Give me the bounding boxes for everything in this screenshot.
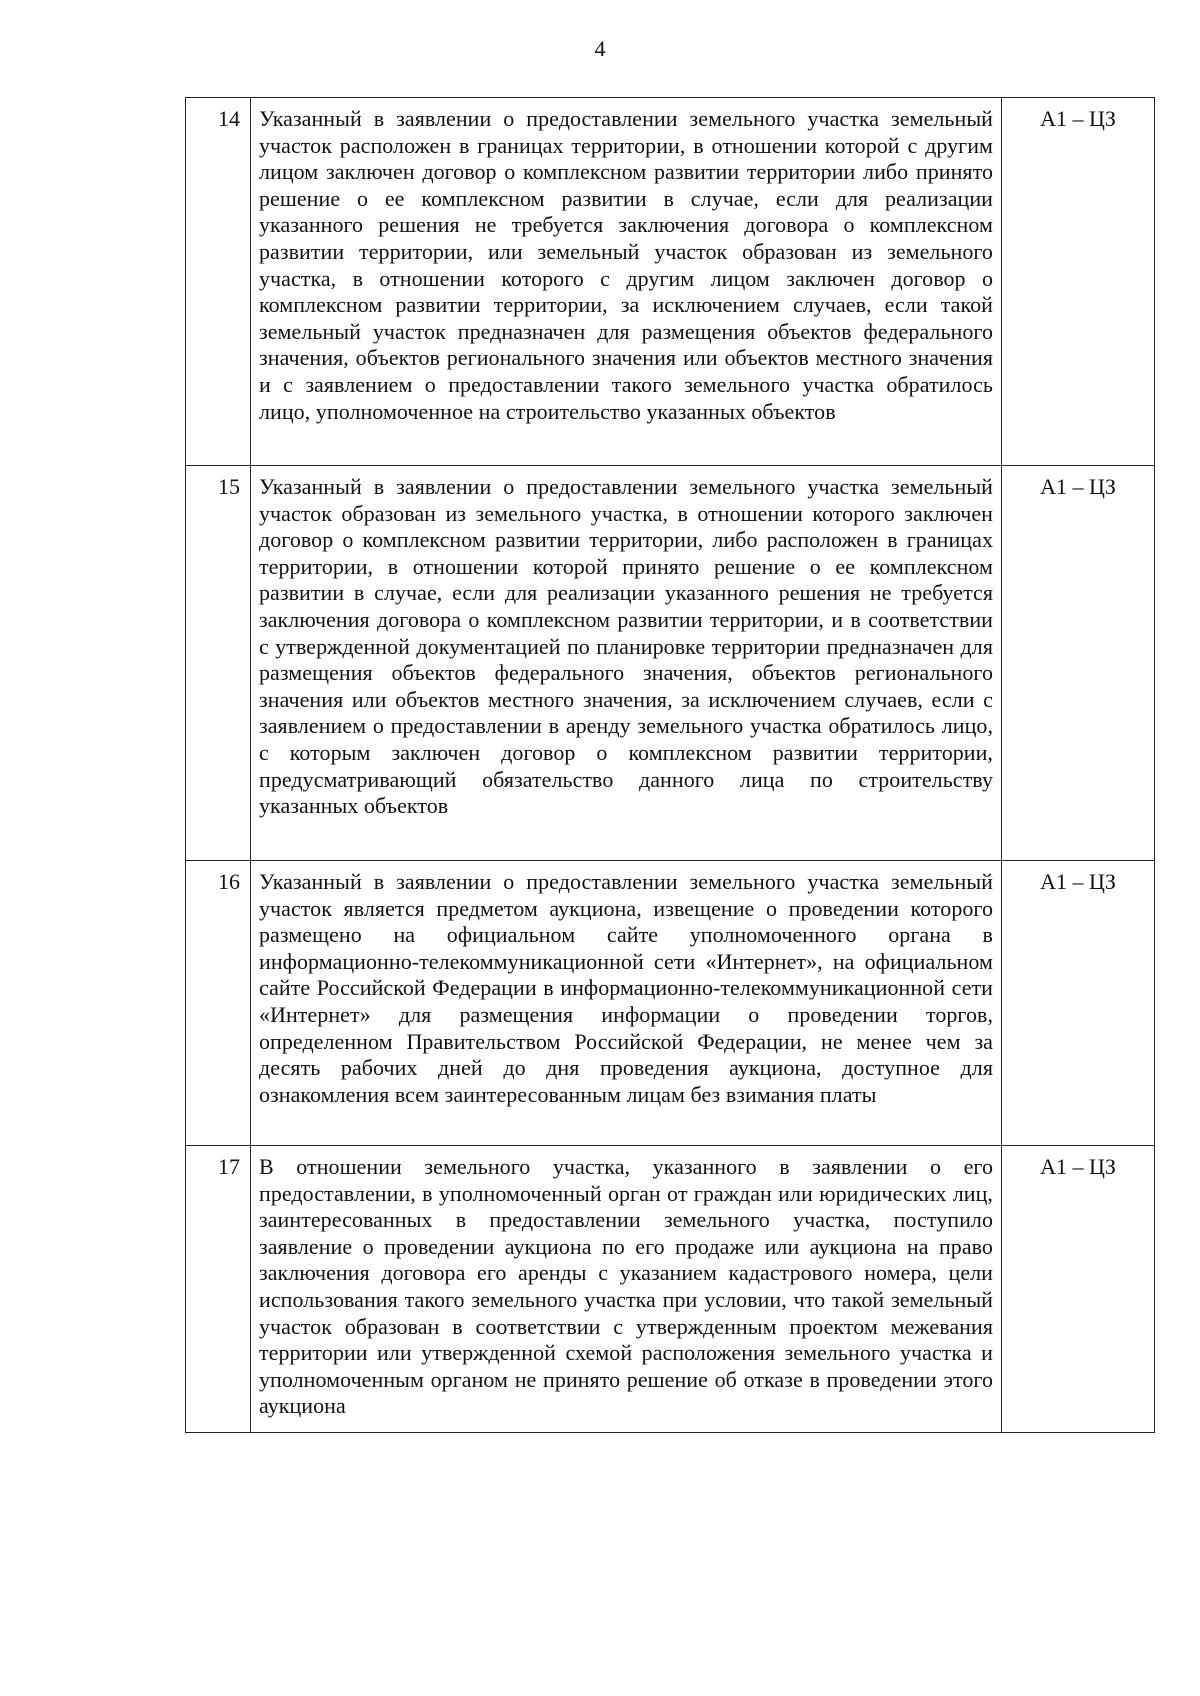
row-text: Указанный в заявлении о предоставлении земельного участка земельный участок является предметом аукциона, извещение о проведении которого размещено на официальном сайте уполномоченного органа в информационно-телекоммуникационной сети «Интернет», на официальном сайте Российской Федерации в информационно-телекоммуникационной сети «Интернет» для размещения информации о проведении торгов, определенном Правительством Российской Федерации, не менее чем за десять рабочих дней до дня проведения аукциона, доступное для ознакомления всем заинтересованным лицам без взимания платы <box>251 861 1002 1146</box>
row-number: 17 <box>186 1146 251 1433</box>
row-number: 16 <box>186 861 251 1146</box>
row-code: А1 – ЦЗ <box>1002 861 1155 1146</box>
table-row <box>186 861 1155 1146</box>
table-row <box>186 1146 1155 1433</box>
row-text: Указанный в заявлении о предоставлении земельного участка земельный участок образован из земельного участка, в отношении которого заключен договор о комплексном развитии территории, либо расположен в границах территории, в отношении которой принято решение о ее комплексном развитии в случае, если для реализации указанного решения не требуется заключения договора о комплексном развитии территории, и в соответствии с утвержденной документацией по планировке территории предназначен для размещения объектов федерального значения, объектов регионального значения или объектов местного значения, за исключением случаев, если с заявлением о предоставлении в аренду земельного участка обратилось лицо, с которым заключен договор о комплексном развитии территории, предусматривающий обязательство данного лица по строительству указанных объектов <box>251 466 1002 861</box>
table-row <box>186 466 1155 861</box>
row-code: А1 – ЦЗ <box>1002 466 1155 861</box>
row-code: А1 – ЦЗ <box>1002 98 1155 466</box>
table-row <box>186 98 1155 466</box>
row-number: 14 <box>186 98 251 466</box>
page-number: 4 <box>594 36 606 61</box>
row-text: Указанный в заявлении о предоставлении земельного участка земельный участок расположен в границах территории, в отношении которой с другим лицом заключен договор о комплексном развитии территории либо принято решение о ее комплексном развитии в случае, если для реализации указанного решения не требуется заключения договора о комплексном развитии территории, или земельный участок образован из земельного участка, в отношении которого с другим лицом заключен договор о комплексном развитии территории, за исключением случаев, если такой земельный участок предназначен для размещения объектов федерального значения, объектов регионального значения или объектов местного значения и с заявлением о предоставлении такого земельного участка обратилось лицо, уполномоченное на строительство указанных объектов <box>251 98 1002 466</box>
row-code: А1 – ЦЗ <box>1002 1146 1155 1433</box>
row-number: 15 <box>186 466 251 861</box>
refusal-grounds-table <box>185 97 1155 1433</box>
row-text: В отношении земельного участка, указанного в заявлении о его предоставлении, в уполномоченный орган от граждан или юридических лиц, заинтересованных в предоставлении земельного участка, поступило заявление о проведении аукциона по его продаже или аукциона на право заключения договора его аренды с указанием кадастрового номера, цели использования такого земельного участка при условии, что такой земельный участок образован в соответствии с утвержденным проектом межевания территории или утвержденной схемой расположения земельного участка и уполномоченным органом не принято решение об отказе в проведении этого аукциона <box>251 1146 1002 1433</box>
